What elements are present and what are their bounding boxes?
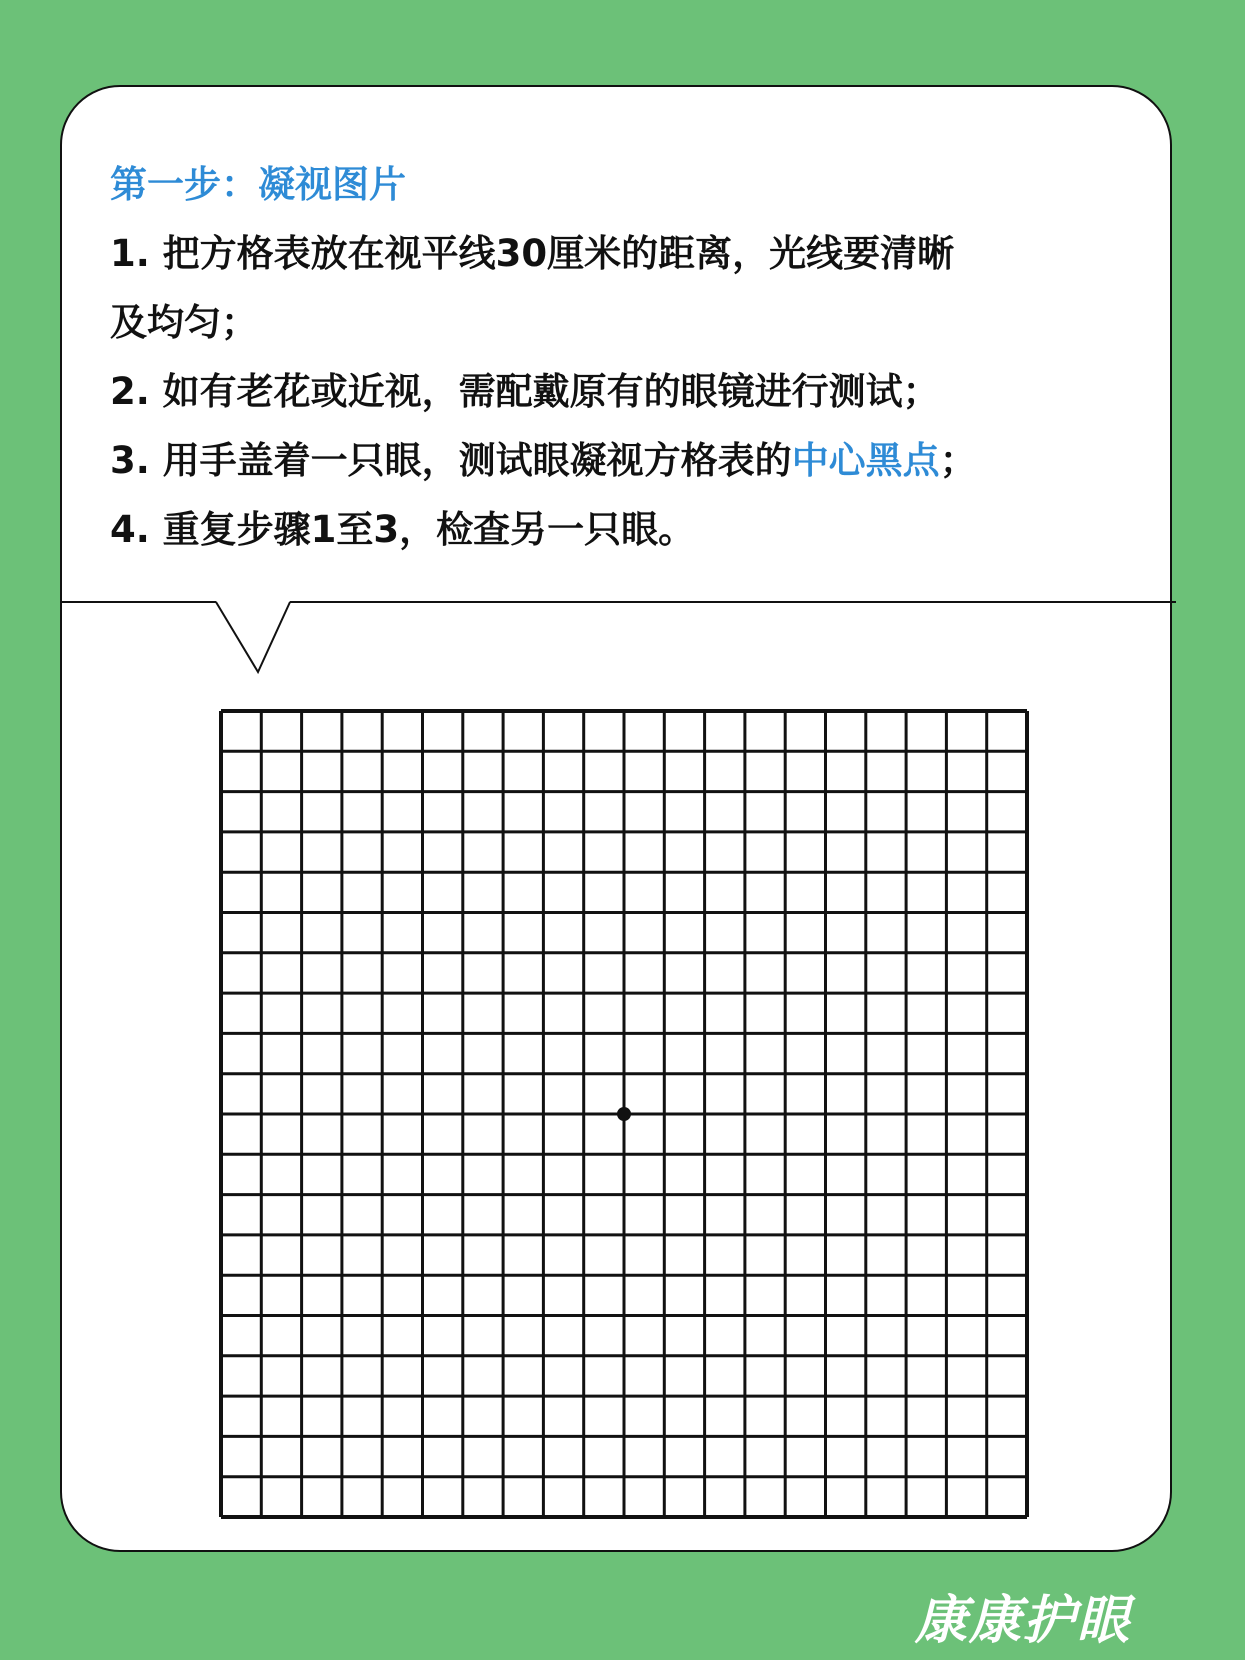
instruction-1-cont: 及均匀； <box>110 301 258 344</box>
center-dot <box>617 1107 631 1121</box>
instruction-3-text: 3. 用手盖着一只眼，测试眼凝视方格表的 <box>110 439 792 482</box>
instruction-2: 2. 如有老花或近视，需配戴原有的眼镜进行测试； <box>110 370 940 413</box>
instructions <box>110 150 1160 564</box>
instruction-3 <box>110 426 1160 495</box>
amsler-grid <box>218 708 1030 1520</box>
center-dot-highlight: 中心黑点 <box>791 439 940 482</box>
instruction-1: 1. 把方格表放在视平线30厘米的距离，光线要清晰 <box>110 232 955 275</box>
step-title: 第一步：凝视图片 <box>110 163 406 206</box>
brand-logo: 康康护眼 <box>915 1591 1132 1651</box>
instruction-3-end: ； <box>939 439 977 482</box>
instruction-4: 4. 重复步骤1至3，检查另一只眼。 <box>110 508 696 551</box>
